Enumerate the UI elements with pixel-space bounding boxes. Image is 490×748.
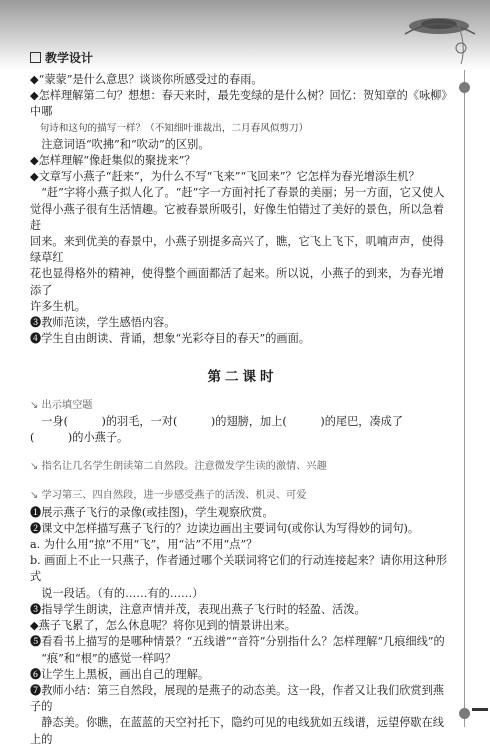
part3-heading	[30, 488, 455, 504]
arrow-icon: ↘	[30, 490, 39, 502]
text-line: b. 画面上不止一只燕子，作者通过哪个关联词将它们的行动连接起来？请你用这种形式	[30, 554, 448, 584]
arrow-icon: ↘	[30, 399, 39, 411]
text-line: “赶”字将小燕子拟人化了。“赶”字一方面衬托了春景的美丽；另一方面，它又使人	[41, 186, 445, 200]
text-line: ❷课文中怎样描写燕子飞行的？边读边画出主要词句(或你认为写得妙的词句)。	[30, 521, 420, 535]
text-line: 说一段话。（有的……有的……）	[41, 586, 204, 600]
text-line: ◆燕子飞累了，怎么休息呢？将你见到的情景讲出来。	[30, 619, 296, 633]
header-label-text: 教学设计	[45, 50, 94, 65]
margin-dot-bottom	[459, 708, 470, 719]
margin-dot-top	[459, 82, 470, 93]
text-line: ◆“蒙蒙”是什么意思？谈谈你所感受过的春雨。	[30, 73, 263, 86]
text-line: 觉得小燕子很有生活情趣。它被春景所吸引，好像生怕错过了美好的景色，所以急着赶	[30, 202, 444, 232]
text-line: ◆怎样理解第二句？想想：春天来时，最先变绿的是什么树？回忆：贺知章的《咏柳》中哪	[30, 89, 453, 119]
header-box-icon	[30, 52, 41, 63]
text-line: ❻让学生上黑板，画出自己的理解。	[30, 667, 210, 681]
text-line: 花也显得格外的精神，使得整个画面都活了起来。所以说，小燕子的到来，为春光增添了	[30, 267, 444, 297]
part3-heading-text: 学习第三、四自然段，进一步感受燕子的活泼、机灵、可爱	[41, 490, 307, 502]
text-line: ❹学生自由朗读、背诵，想象“光彩夺目的春天”的画面。	[30, 332, 310, 346]
arrow-icon: ↘	[30, 461, 39, 473]
section-title: 第二课时	[207, 369, 278, 386]
text-line: 静态美。你瞧，在蓝蓝的天空衬托下，隐约可见的电线犹如五线谱，远望停歇在线上的	[30, 716, 444, 746]
text-line: ❺看看书上描写的是哪种情景？“五线谱”“音符”分别指什么？怎样理解“几痕细线”的	[30, 635, 445, 649]
fill-blank-line-2: ( )的小燕子。	[30, 431, 129, 445]
content	[30, 72, 455, 748]
text-line: ❸指导学生朗读，注意声情并茂，表现出燕子飞行时的轻盈、活泼。	[30, 602, 366, 616]
header-label	[30, 50, 93, 64]
part2-heading-text: 指名让几名学生朗读第二自然段。注意微发学生读的激情、兴趣	[41, 461, 327, 473]
text-line: ◆文章写小燕子“赶来”，为什么不写“飞来”“飞回来”？它怎样为春光增添生机？	[30, 170, 420, 184]
swirl-ornament-icon	[395, 4, 483, 64]
text-line: 注意词语“吹拂”和“吹动”的区别。	[41, 137, 210, 151]
margin-line	[464, 70, 465, 727]
fill-blank-line-1: 一身( )的羽毛，一对( )的翅膀，加上( )的尾巴，凑成了	[41, 414, 404, 428]
part2-heading	[30, 459, 455, 475]
text-line: “痕”和“根”的感觉一样吗？	[41, 651, 176, 665]
text-line: ❸教师范读，学生感悟内容。	[30, 316, 176, 330]
text-line: ❶展示燕子飞行的录像(或挂图)，学生观察欣赏。	[30, 505, 274, 519]
text-line: 句诗和这句的描写一样？（不知细叶谁裁出，二月春风似剪刀）	[39, 122, 309, 134]
text-line: 回来。来到优美的春景中，小燕子别提多高兴了，瞧，它飞上飞下，叽喃声声，使得绿草红	[30, 235, 444, 265]
text-line: a. 为什么用“掠”不用“飞”，用“沾”不用“点”？	[30, 538, 258, 552]
part1-heading	[30, 398, 455, 414]
text-line: 许多生机。	[30, 299, 86, 313]
page-marker	[472, 708, 488, 711]
text-line: ◆怎样理解“像赶集似的聚拢来”？	[30, 154, 196, 168]
text-line: ❼教师小结：第三自然段，展现的是燕子的动态美。这一段，作者又让我们欣赏到燕子的	[30, 683, 444, 714]
part1-heading-text: 出示填空题	[41, 399, 93, 411]
